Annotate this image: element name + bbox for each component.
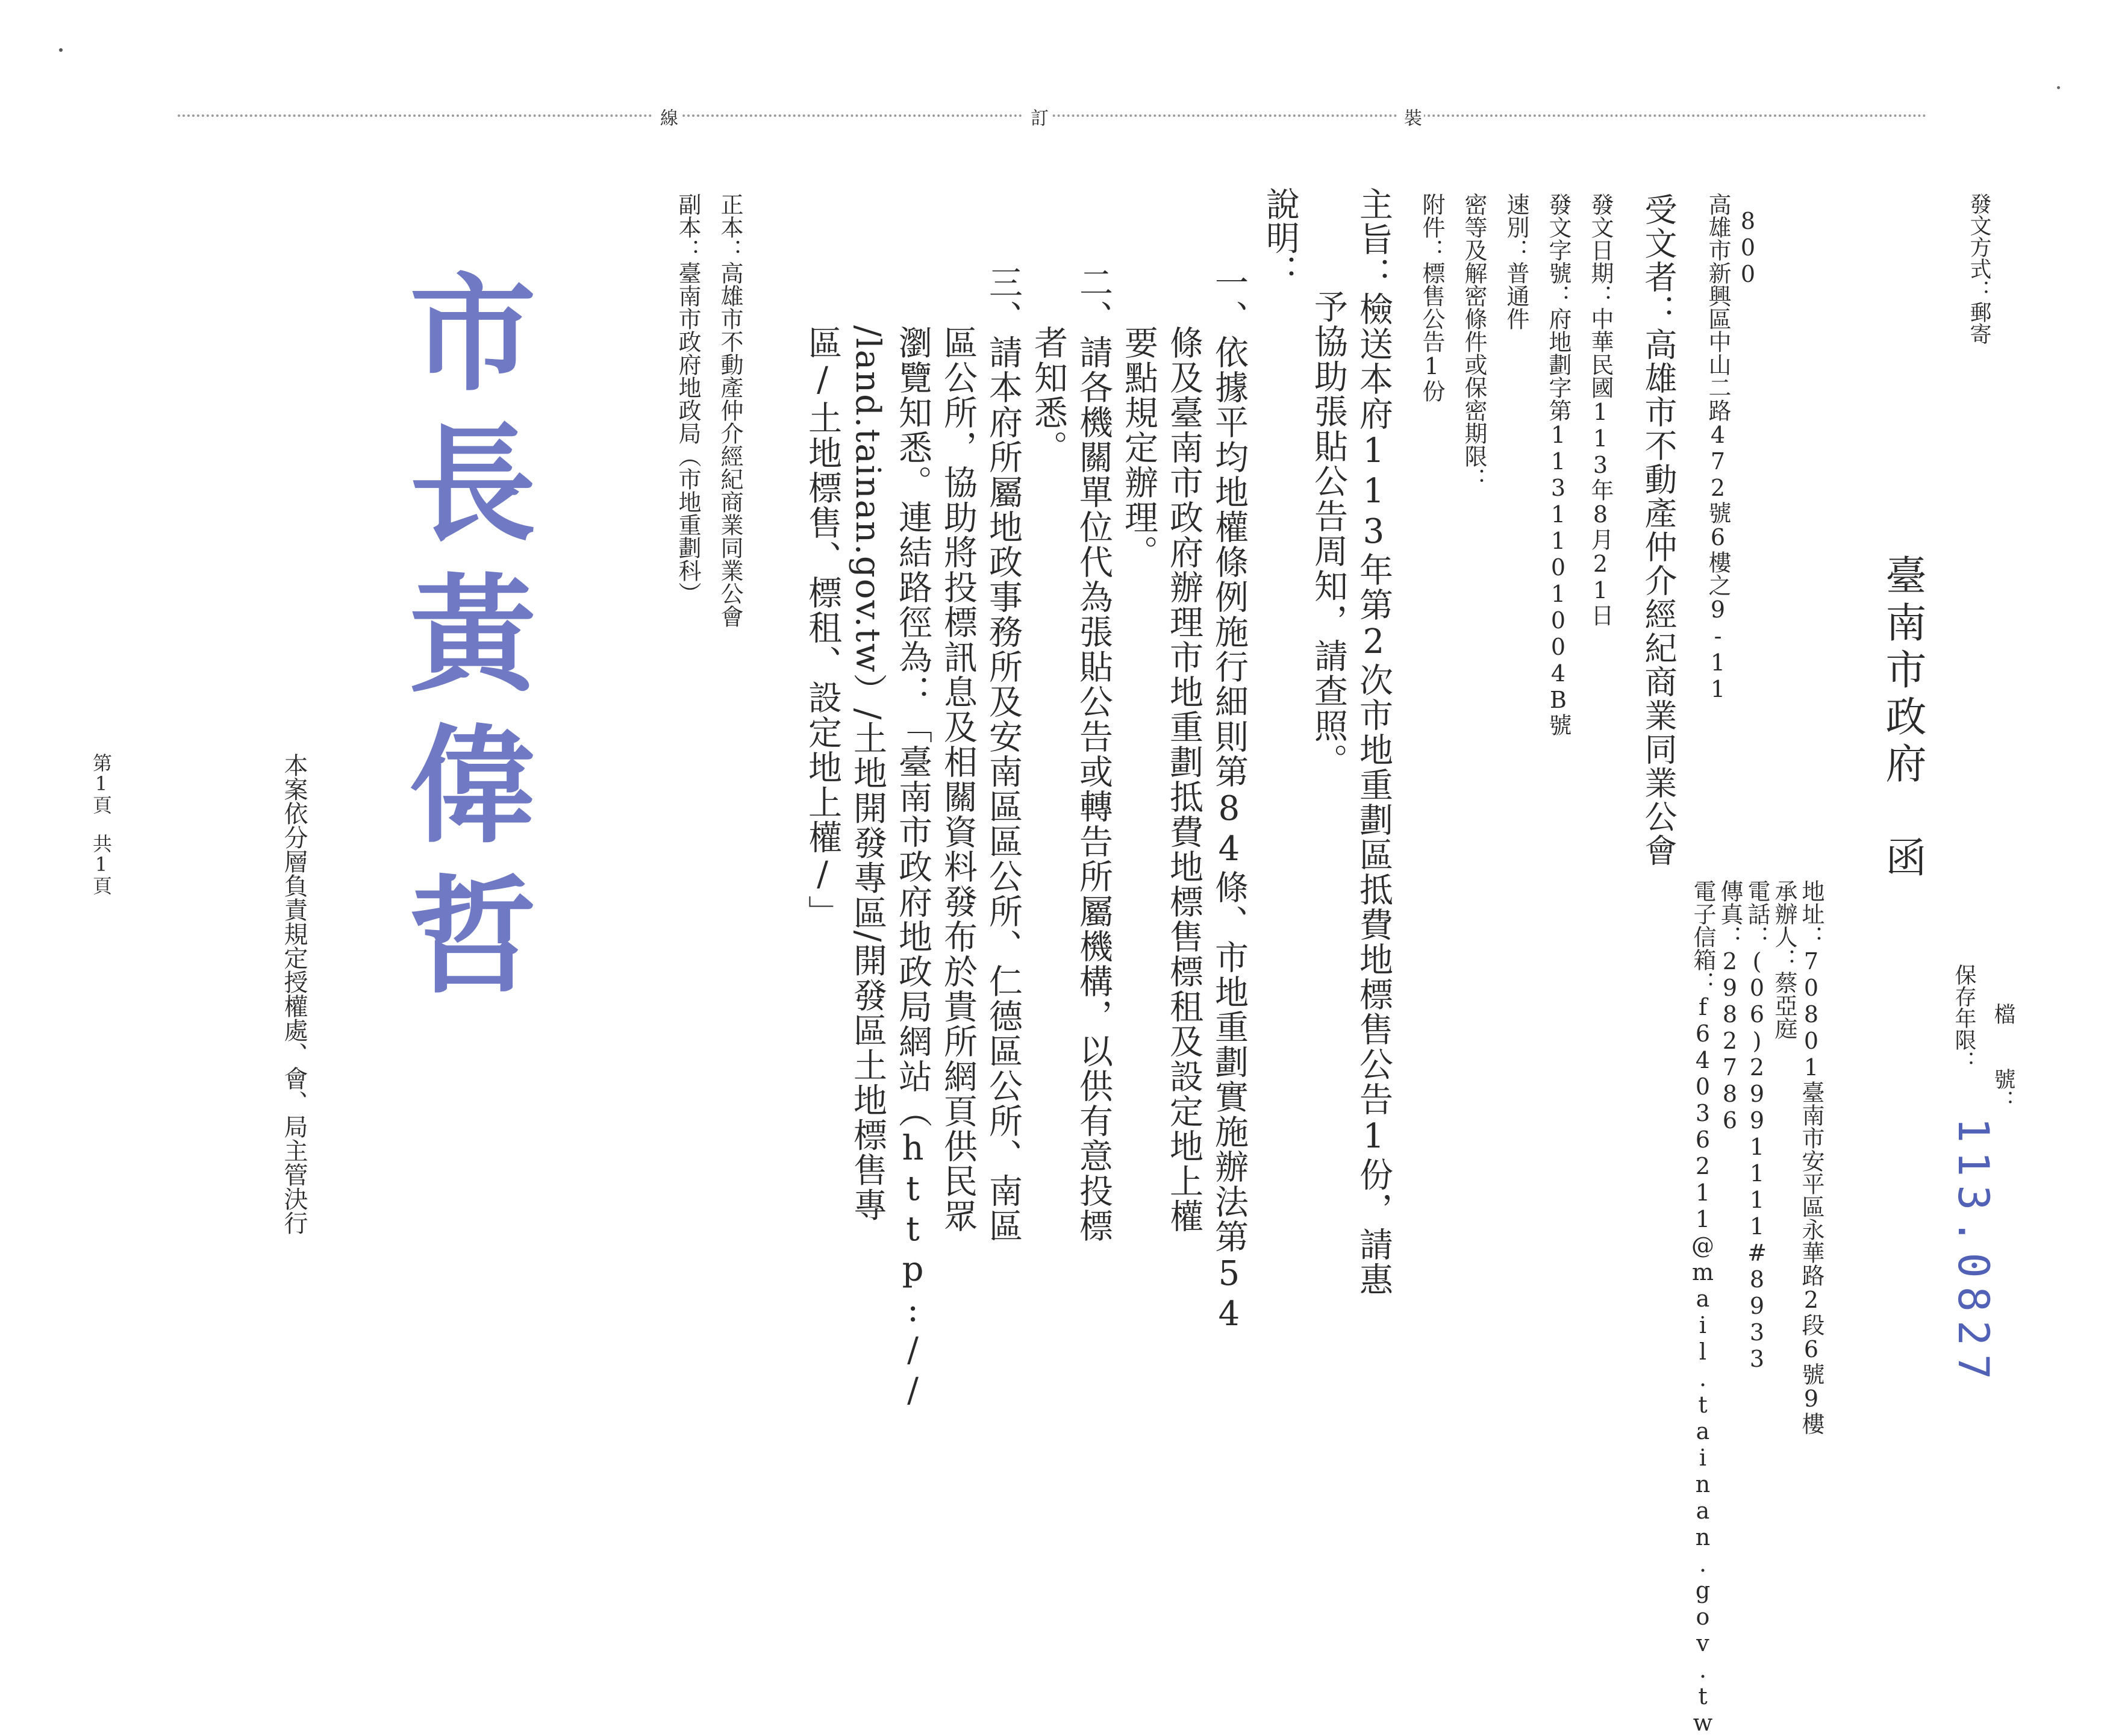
issue-date: 發文日期：中華民國113年8月21日 — [1587, 193, 1614, 626]
signature-char: 黃 — [410, 561, 537, 710]
recipient-zip: 800 — [1735, 208, 1761, 287]
subject-line-2: 予協助張貼公告周知，請查照。 — [1309, 289, 1348, 778]
explanation-item-1-line-1: 一、依據平均地權條例施行細則第84條、市地重劃實施辦法第54 — [1209, 265, 1249, 1335]
security-class: 密等及解密條件或保密期限： — [1461, 193, 1487, 490]
explanation-item-3-line-4: /land.tainan.gov.tw）/土地開發專區/開發區土地標售專 — [848, 325, 887, 1223]
page-number: 第1頁 共1頁 — [90, 753, 113, 895]
signature-char: 長 — [410, 410, 537, 559]
contact-address: 地址：70801臺南市安平區永華路2段6號9樓 — [1798, 879, 1824, 1435]
contact-phone: 電話：(06)2991111#8933 — [1744, 879, 1770, 1372]
contact-email: 電子信箱：f64036211@mail.tainan.gov.tw — [1690, 879, 1716, 1736]
contact-handler: 承辦人：蔡亞庭 — [1771, 879, 1797, 1040]
binding-mark-zhuang: 裝 — [1397, 107, 1424, 128]
scan-speck — [2057, 86, 2060, 89]
mayor-signature-stamp — [410, 260, 566, 1024]
scan-speck — [59, 48, 63, 52]
signature-char: 偉 — [410, 711, 537, 860]
copy-original: 正本：高雄市不動產仲介經紀商業同業公會 — [717, 193, 743, 628]
explanation-item-3-line-2: 區公所，協助將投標訊息及相關資料發布於貴所網頁供民眾 — [938, 325, 978, 1234]
explanation-item-1-line-3: 要點規定辦理。 — [1119, 325, 1158, 570]
attachment: 附件：標售公告1份 — [1419, 193, 1445, 402]
explanation-item-1-line-2: 條及臺南市政府辦理市地重劃抵費地標售標租及設定地上權 — [1164, 325, 1203, 1234]
copy-cc: 副本：臺南市政府地政局（市地重劃科） — [675, 193, 701, 605]
delegation-note: 本案依分層負責規定授權處、會、局主管決行 — [280, 753, 308, 1235]
binding-mark-xian: 線 — [654, 107, 680, 128]
binding-line — [178, 114, 1927, 117]
subject-line-1: 主旨：檢送本府113年第2次市地重劃區抵費地標售公告1份，請惠 — [1354, 187, 1393, 1297]
retention-label: 保存年限： — [1952, 964, 1976, 1072]
binding-mark-ding: 訂 — [1024, 107, 1050, 128]
explanation-item-3-line-1: 三、請本府所屬地政事務所及安南區區公所、仁德區公所、南區 — [984, 265, 1023, 1243]
recipient-address: 高雄市新興區中山二路472號6樓之9-11 — [1705, 193, 1731, 702]
org-title: 臺南市政府 函 — [1879, 554, 1926, 883]
signature-char: 哲 — [410, 862, 537, 1011]
doc-number: 發文字號：府地劃字第1131101004B號 — [1545, 193, 1571, 736]
explanation-item-3-line-3: 瀏覽知悉。連結路徑為：「臺南市政府地政局網站（http:// — [893, 325, 932, 1411]
explanation-heading: 說明： — [1261, 187, 1300, 288]
explanation-item-2-line-1: 二、請各機關單位代為張貼公告或轉告所屬機構，以供有意投標 — [1074, 265, 1113, 1243]
explanation-item-2-line-2: 者知悉。 — [1029, 325, 1068, 465]
recipient-name: 受文者：高雄市不動產仲介經紀商業同業公會 — [1640, 193, 1678, 867]
signature-char: 市 — [410, 260, 537, 408]
contact-fax: 傳真：2982786 — [1717, 879, 1743, 1134]
explanation-item-3-line-5: 區/土地標售、標租、設定地上權/」 — [803, 325, 842, 930]
delivery-method: 發文方式：郵寄 — [1967, 193, 1991, 345]
speed-class: 速別：普通件 — [1503, 193, 1529, 330]
archive-no-label: 檔 號： — [1991, 1003, 2015, 1111]
receipt-date-stamp: 113.0827 — [1949, 1117, 1998, 1388]
